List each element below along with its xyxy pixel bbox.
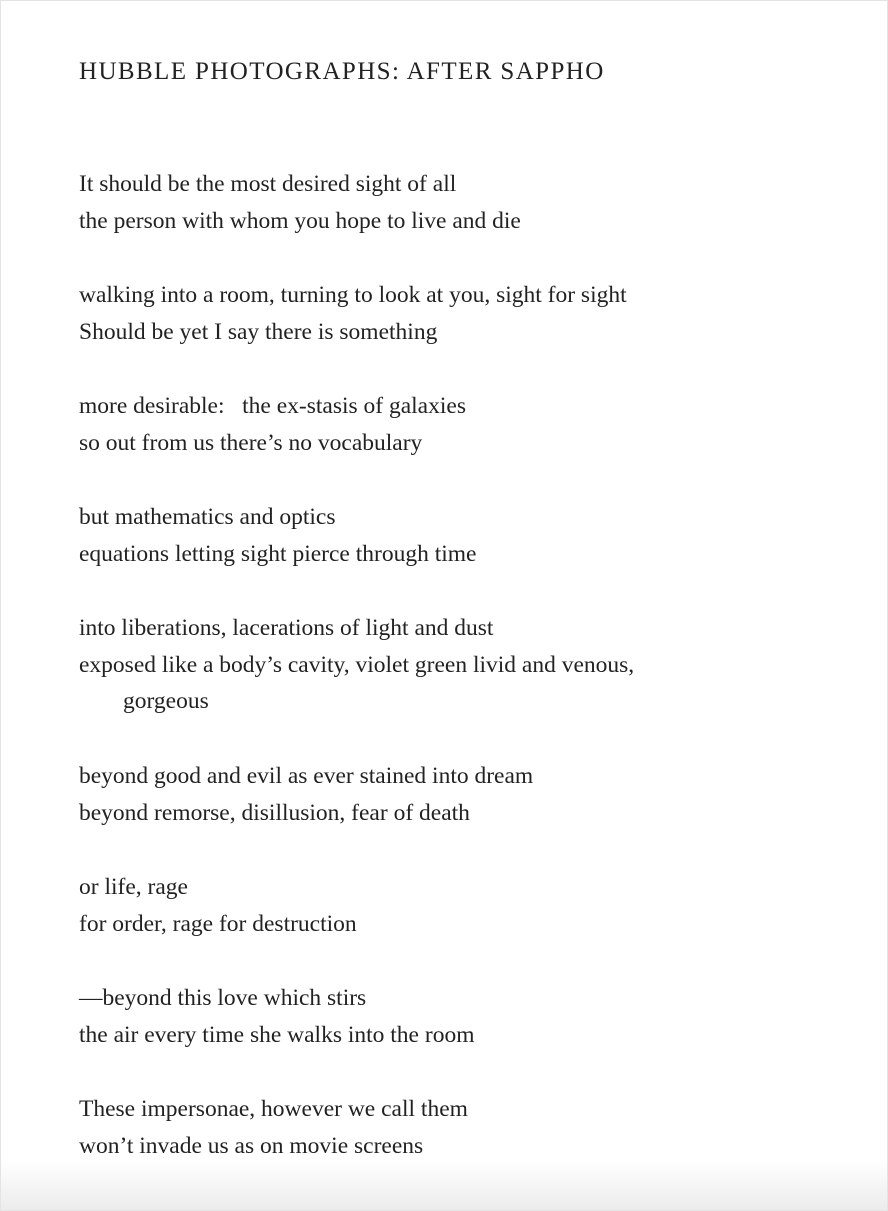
poem-line: beyond good and evil as ever stained into dream [79,763,534,789]
stanza-6 [79,758,533,831]
poem-line: These impersonae, however we call them [79,1096,468,1122]
stanza-8 [79,980,474,1053]
poem-line: equations letting sight pierce through time [79,540,477,567]
poem-line: the air every time she walks into the room [79,1021,475,1048]
poem-line: but mathematics and optics [79,504,336,530]
stanza-4 [79,499,476,572]
stanza-3 [79,388,466,461]
poem-line: so out from us there’s no vocabulary [79,429,423,456]
poem-line: more desirable: the ex-stasis of galaxies [79,393,466,419]
poem-line: —beyond this love which stirs [79,985,367,1011]
poem-line: beyond remorse, disillusion, fear of death [79,799,470,826]
poem-line: walking into a room, turning to look at you, sight for sight [79,282,627,308]
stanza-7 [79,869,357,942]
stanza-9 [79,1091,468,1164]
stanza-1 [79,166,521,239]
poem-line-indented: gorgeous [123,688,209,714]
poem-line: won’t invade us as on movie screens [79,1132,424,1159]
poem-line: It should be the most desired sight of all [79,171,457,197]
poem-line: into liberations, lacerations of light and dust [79,615,494,641]
poem-line: the person with whom you hope to live and die [79,207,521,234]
poem-line: or life, rage [79,874,188,900]
stanza-2 [79,277,627,350]
poem-title: HUBBLE PHOTOGRAPHS: AFTER SAPPHO [79,58,605,85]
poem-line: Should be yet I say there is something [79,318,438,345]
stanza-5 [79,610,634,720]
poem-line: for order, rage for destruction [79,910,357,937]
poem-line: exposed like a body’s cavity, violet green livid and venous, [79,651,635,678]
